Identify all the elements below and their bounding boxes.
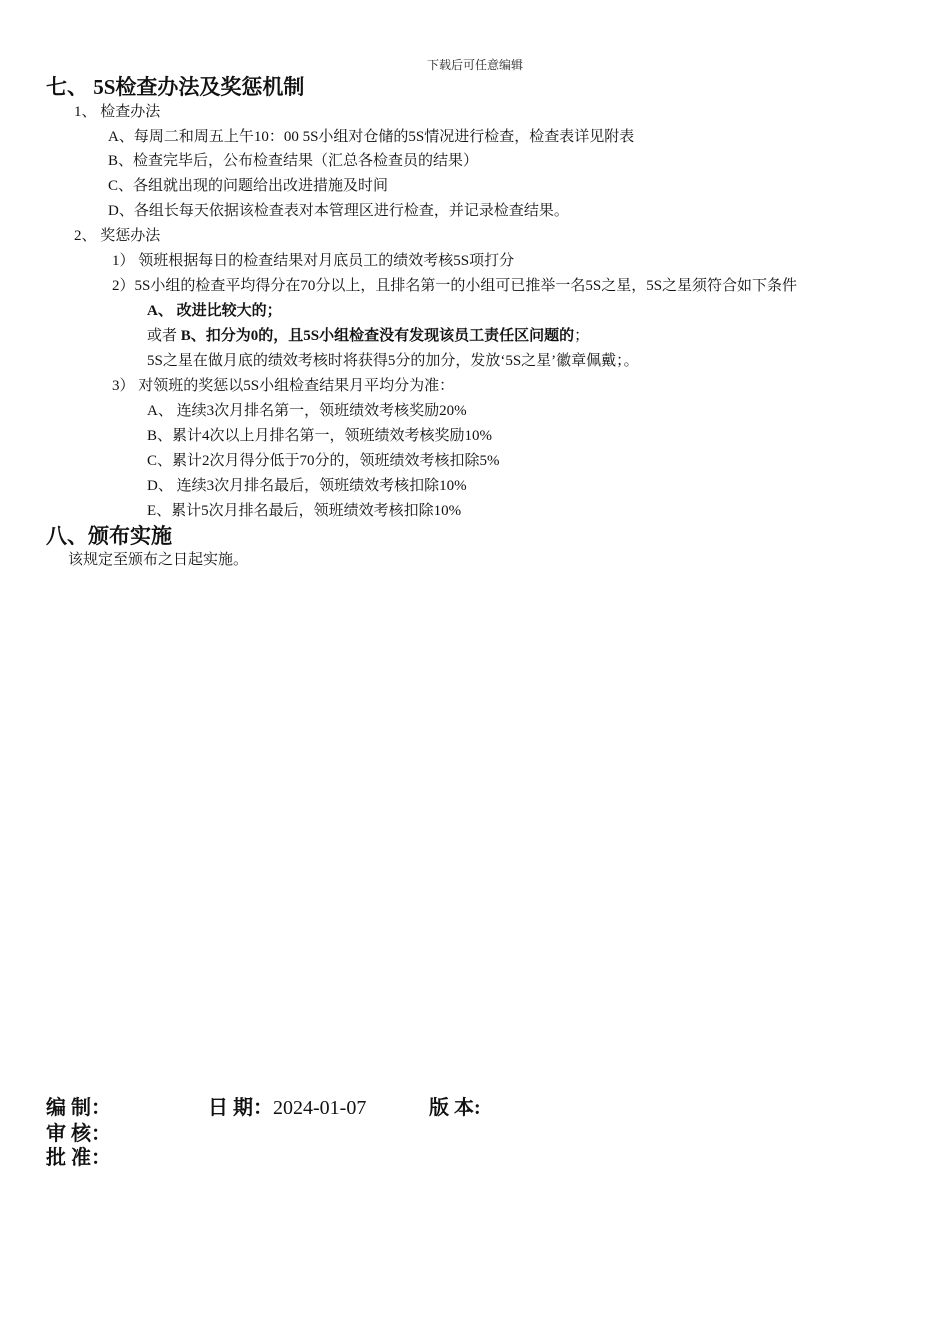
approve-label: 批 准： xyxy=(46,1147,111,1169)
section-8-title: 八、颁布实施 xyxy=(46,524,172,548)
subsection-reward-penalty: 2、 奖惩办法 xyxy=(74,228,161,244)
section-7-title: 七、 5S检查办法及奖惩机制 xyxy=(46,75,305,99)
leader-rule-a: A、 连续3次月排名第一，领班绩效考核奖励20% xyxy=(147,403,467,419)
subsection-inspection-method: 1、 检查办法 xyxy=(74,104,161,120)
section-8-body: 该规定至颁布之日起实施。 xyxy=(68,552,249,568)
star-condition-b xyxy=(147,326,589,346)
rule-1: 1） 领班根据每日的检查结果对月底员工的绩效考核5S项打分 xyxy=(112,253,515,269)
star-condition-a: A、 改进比较大的； xyxy=(147,303,282,319)
leader-rule-d: D、 连续3次月排名最后，领班绩效考核扣除10% xyxy=(147,478,467,494)
footer-row-compile xyxy=(46,1095,111,1121)
inspection-item-a: A、每周二和周五上午10：00 5S小组对仓储的5S情况进行检查，检查表详见附表 xyxy=(108,129,635,145)
inspection-item-c: C、各组就出现的问题给出改进措施及时间 xyxy=(108,178,389,194)
footer-row-approve xyxy=(46,1145,111,1171)
star-condition-b-prefix: 或者 xyxy=(147,328,181,344)
leader-rule-c: C、累计2次月得分低于70分的，领班绩效考核扣除5% xyxy=(147,453,500,469)
footer-row-review xyxy=(46,1121,111,1147)
inspection-item-d: D、各组长每天依据该检查表对本管理区进行检查，并记录检查结果。 xyxy=(108,203,569,219)
version-label: 版 本: xyxy=(429,1097,481,1119)
date-value: 2024-01-07 xyxy=(273,1097,367,1119)
leader-rule-e: E、累计5次月排名最后，领班绩效考核扣除10% xyxy=(147,503,462,519)
star-condition-b-suffix: ； xyxy=(574,328,590,344)
star-reward-note: 5S之星在做月底的绩效考核时将获得5分的加分，发放‘5S之星’徽章佩戴；。 xyxy=(147,353,639,369)
review-label: 审 核： xyxy=(46,1123,111,1145)
header-note: 下载后可任意编辑 xyxy=(426,58,523,72)
compile-label: 编 制： xyxy=(46,1097,111,1119)
inspection-item-b: B、检查完毕后，公布检查结果（汇总各检查员的结果） xyxy=(108,153,479,169)
star-condition-b-text: B、扣分为0的，且5S小组检查没有发现该员工责任区问题的 xyxy=(180,328,575,344)
leader-rule-b: B、累计4次以上月排名第一，领班绩效考核奖励10% xyxy=(147,428,493,444)
rule-3: 3） 对领班的奖惩以5S小组检查结果月平均分为准： xyxy=(112,378,455,394)
date-label: 日 期： xyxy=(208,1097,273,1119)
footer-version xyxy=(429,1095,481,1121)
rule-2: 2）5S小组的检查平均得分在70分以上，且排名第一的小组可已推举一名5S之星，5S之星须符合如下条件 xyxy=(112,278,798,294)
footer-date xyxy=(208,1095,366,1121)
